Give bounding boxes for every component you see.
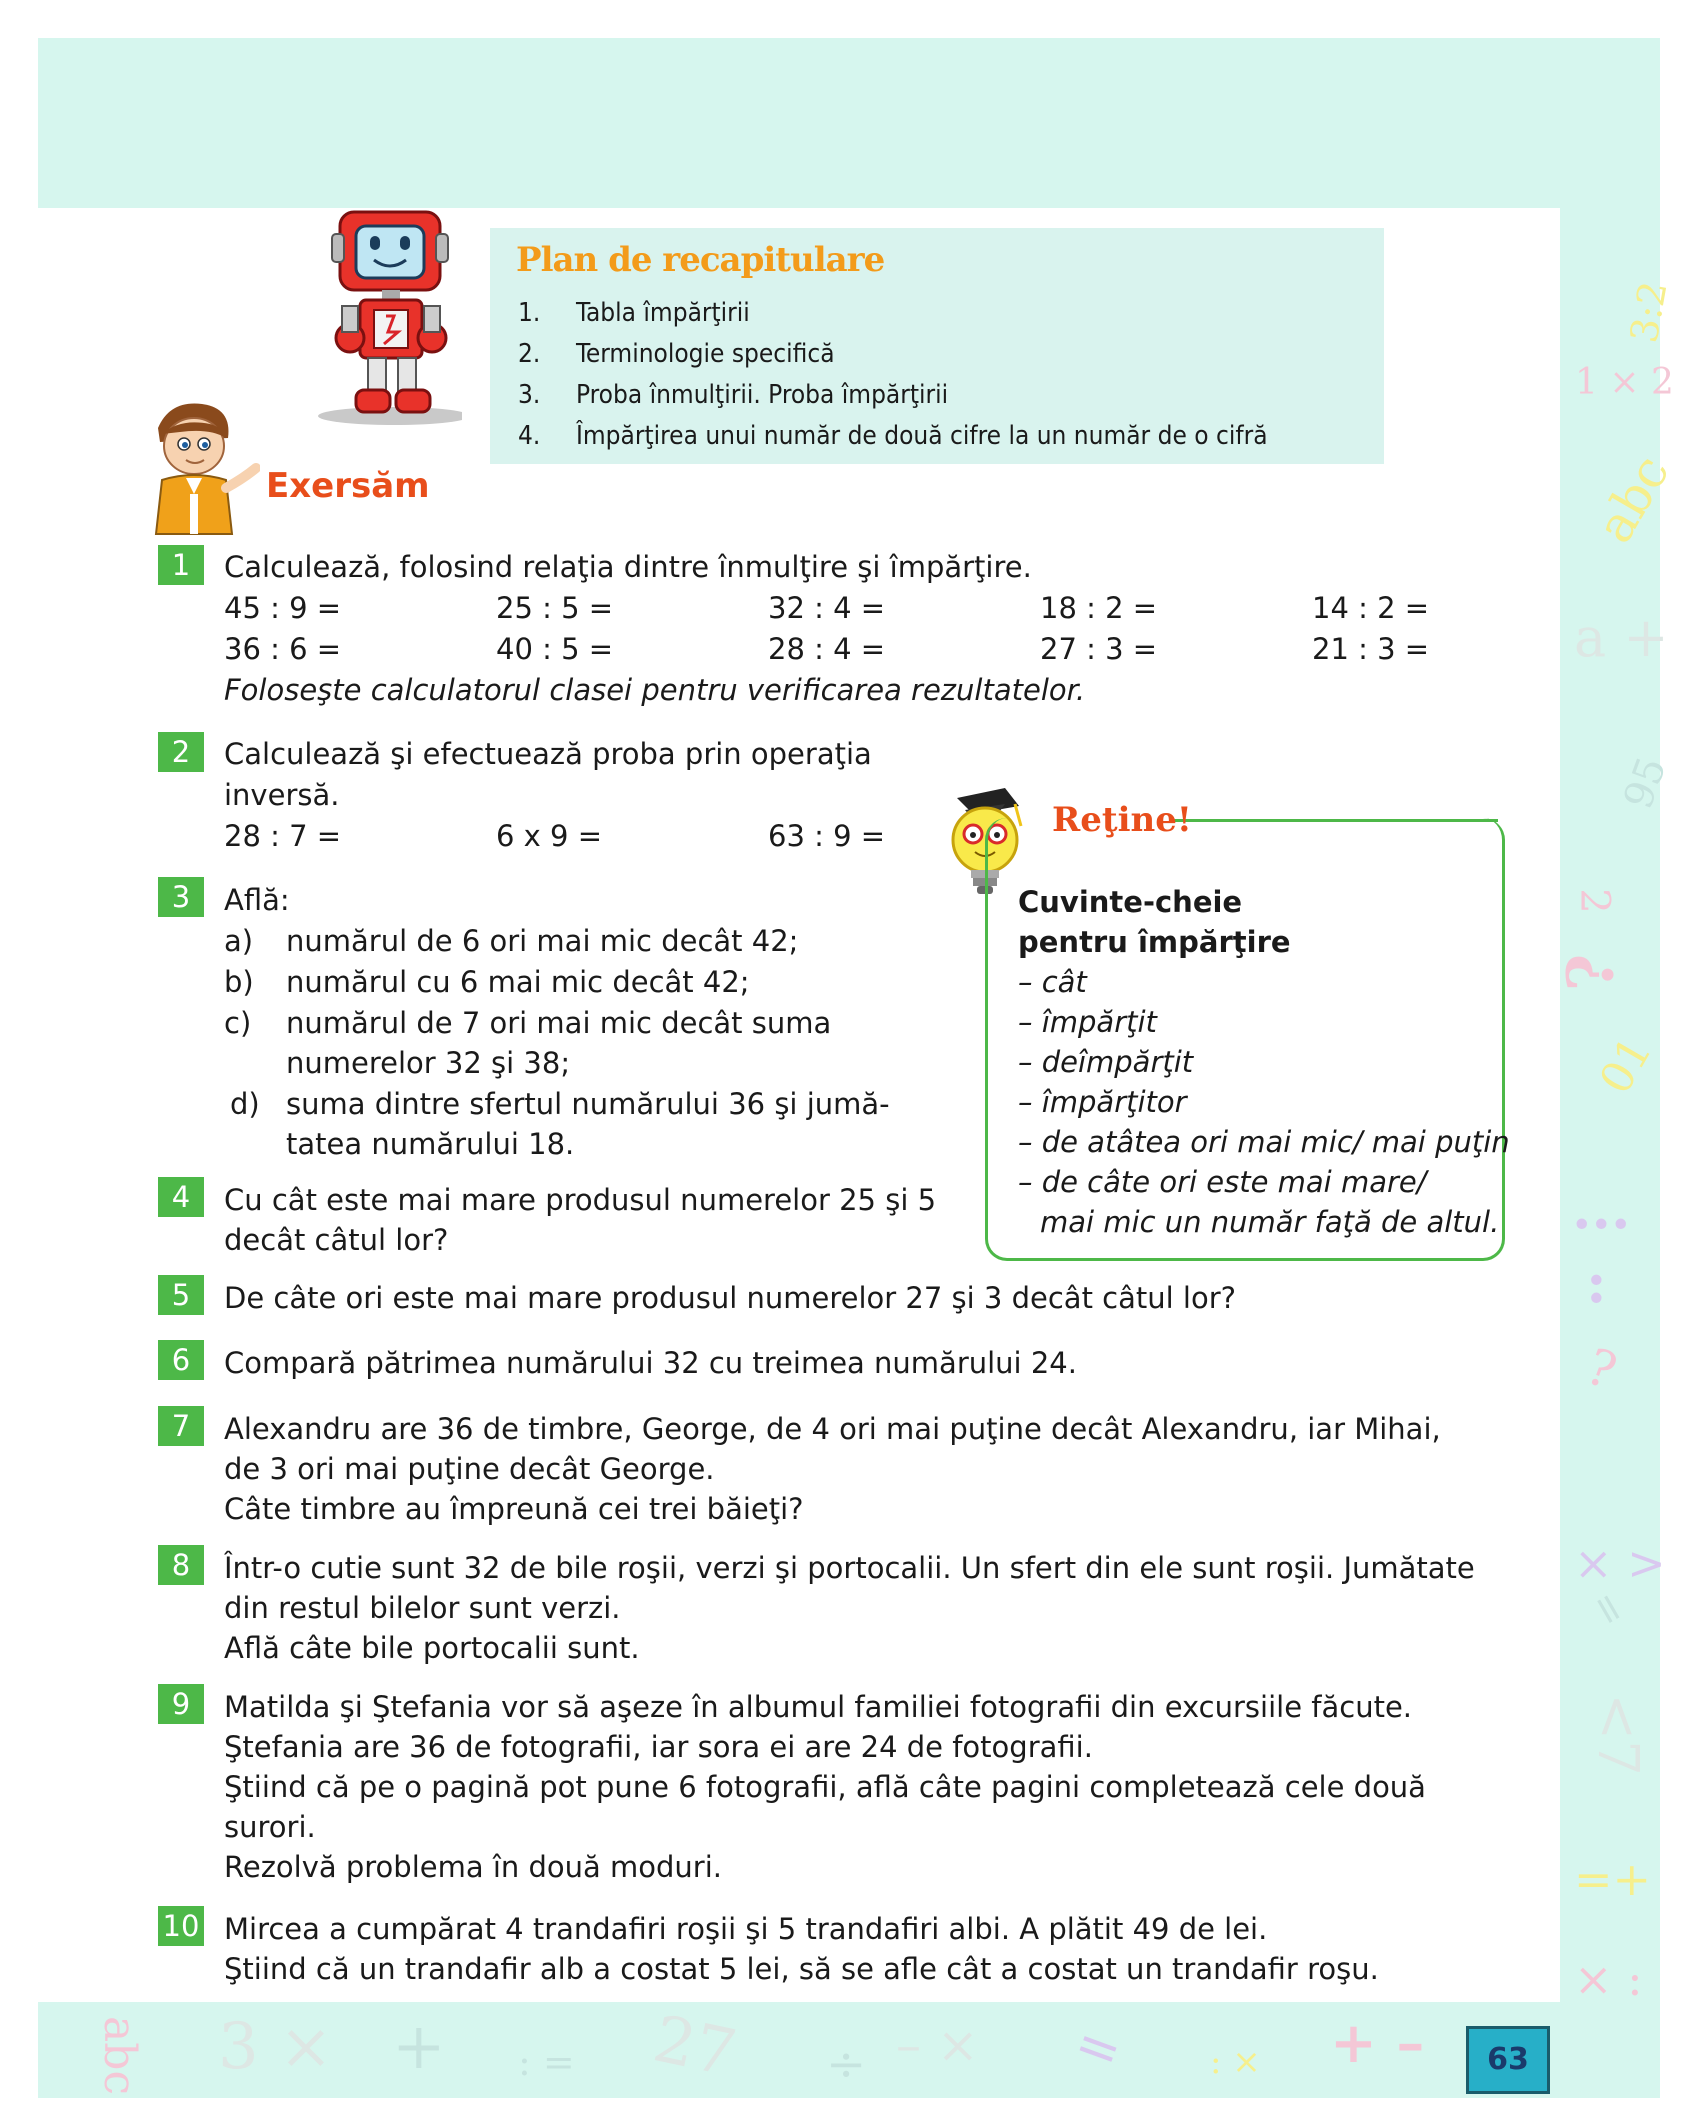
exercise-9-line: Rezolvă problema în două moduri. — [224, 1850, 722, 1884]
exercise-1-item: 21 : 3 = — [1312, 632, 1430, 666]
exercise-1-item: 32 : 4 = — [768, 591, 886, 625]
decor-right-6: ? — [1553, 953, 1629, 992]
review-plan-item-number: 1. — [518, 298, 541, 328]
decor-right-3: a + — [1574, 606, 1669, 669]
exercise-1-note: Foloseşte calculatorul clasei pentru verificarea rezultatelor. — [224, 673, 1086, 707]
exercise-3-item: numerelor 32 şi 38; — [286, 1046, 571, 1080]
exercise-3-item: numărul de 6 ori mai mic decât 42; — [286, 924, 799, 958]
decor-right-9: : — [1586, 1250, 1607, 1316]
decor-right-14: =+ — [1574, 1852, 1652, 1906]
exercise-8-line: din restul bilelor sunt verzi. — [224, 1591, 621, 1625]
top-band — [38, 38, 1660, 208]
robot-illustration — [312, 208, 462, 426]
remember-item: – împărţit — [1018, 1005, 1157, 1039]
decor-right-5: 2 — [1571, 888, 1618, 914]
exercise-1-item: 36 : 6 = — [224, 632, 342, 666]
exercise-2-line: inversă. — [224, 778, 340, 812]
decor-right-11: × > — [1574, 1536, 1666, 1590]
exercise-6-text: Compară pătrimea numărului 32 cu treimea numărului 24. — [224, 1346, 1077, 1380]
exercise-2-item: 28 : 7 = — [224, 819, 342, 853]
decor-right-10: ? — [1578, 1337, 1624, 1401]
remember-item: – deîmpărţit — [1018, 1045, 1194, 1079]
exercise-number: 6 — [158, 1340, 204, 1380]
exercise-4-line: decât câtul lor? — [224, 1223, 449, 1257]
exercise-3-letter: c) — [224, 1006, 252, 1040]
exercise-number: 10 — [158, 1906, 204, 1946]
decor-right-7: 01 — [1589, 1028, 1663, 1103]
exercise-number: 2 — [158, 732, 204, 772]
exercise-number: 4 — [158, 1177, 204, 1217]
exercise-3-letter: d) — [230, 1087, 260, 1121]
decor-bottom-7: = — [1066, 2010, 1131, 2085]
decor-right-4: 95 — [1615, 751, 1676, 815]
remember-item: – împărţitor — [1018, 1085, 1187, 1119]
review-plan-item — [518, 339, 835, 369]
decor-bottom-6: – × — [896, 2016, 979, 2074]
exercise-number: 5 — [158, 1275, 204, 1315]
exercise-1-item: 27 : 3 = — [1040, 632, 1158, 666]
exercise-3-letter: b) — [224, 965, 254, 999]
review-plan-item-number: 4. — [518, 421, 541, 451]
exercise-3-item: numărul de 7 ori mai mic decât suma — [286, 1006, 832, 1040]
exercise-1-item: 28 : 4 = — [768, 632, 886, 666]
remember-box-top-line — [1172, 819, 1498, 822]
exercise-3-item: numărul cu 6 mai mic decât 42; — [286, 965, 750, 999]
decor-bottom-9: + – — [1330, 2010, 1425, 2076]
exercise-3-item: suma dintre sfertul numărului 36 şi jumă- — [286, 1087, 890, 1121]
decor-right-15: × : — [1574, 1952, 1643, 2006]
review-plan-title: Plan de recapitulare — [516, 240, 885, 280]
boy-illustration — [140, 398, 260, 538]
exercise-2-item: 63 : 9 = — [768, 819, 886, 853]
exercise-4-line: Cu cât este mai mare produsul numerelor 25 şi 5 — [224, 1183, 937, 1217]
exercise-8-line: Într-o cutie sunt 32 de bile roşii, verzi şi portocalii. Un sfert din ele sunt roşii. Jumătate — [224, 1551, 1475, 1585]
exercise-number: 8 — [158, 1545, 204, 1585]
decor-right-0: 1 × 2 — [1575, 362, 1674, 403]
decor-bottom-2: + — [392, 2010, 446, 2084]
remember-item: – de câte ori este mai mare/ — [1018, 1165, 1427, 1199]
review-plan-item-label: Proba înmulţirii. Proba împărţirii — [576, 380, 949, 410]
exercise-number: 9 — [158, 1684, 204, 1724]
review-plan-item-number: 2. — [518, 339, 541, 369]
decor-right-1: 3:2 — [1621, 278, 1676, 346]
exercise-10-line: Ştiind că un trandafir alb a costat 5 lei, să se afle cât a costat un trandafir roşu. — [224, 1952, 1379, 1986]
exercise-7-line: Câte timbre au împreună cei trei băieţi? — [224, 1492, 804, 1526]
exercise-9-line: surori. — [224, 1810, 316, 1844]
exercise-1-text: Calculează, folosind relaţia dintre înmulţire şi împărţire. — [224, 550, 1032, 584]
exercise-9-line: Ştiind că pe o pagină pot pune 6 fotografii, află câte pagini completează cele două — [224, 1770, 1426, 1804]
remember-item: – de atâtea ori mai mic/ mai puţin — [1018, 1125, 1510, 1159]
review-plan-item — [518, 421, 1268, 451]
remember-item: mai mic un număr faţă de altul. — [1040, 1205, 1500, 1239]
decor-bottom-1: 3 × — [218, 2010, 333, 2084]
exercise-1-item: 45 : 9 = — [224, 591, 342, 625]
review-plan-item-label: Terminologie specifică — [576, 339, 835, 369]
exercise-7-line: Alexandru are 36 de timbre, George, de 4 ori mai puţine decât Alexandru, iar Mihai, — [224, 1412, 1441, 1446]
exercise-9-line: Matilda şi Ştefania vor să aşeze în albumul familiei fotografii din excursiile făcute. — [224, 1690, 1413, 1724]
exercise-1-item: 14 : 2 = — [1312, 591, 1430, 625]
exercise-3-letter: a) — [224, 924, 254, 958]
review-plan-item — [518, 380, 948, 410]
exercise-number: 7 — [158, 1406, 204, 1446]
exercise-7-line: de 3 ori mai puţine decât George. — [224, 1452, 715, 1486]
page-number: 63 — [1466, 2026, 1550, 2094]
exercise-3-text: Află: — [224, 883, 290, 917]
remember-title: Reţine! — [1052, 800, 1192, 840]
exercise-5-text: De câte ori este mai mare produsul numerelor 27 şi 3 decât câtul lor? — [224, 1281, 1237, 1315]
decor-bottom-0: abc — [94, 2015, 146, 2096]
exercise-number: 3 — [158, 877, 204, 917]
decor-bottom-4: 27 — [647, 2002, 743, 2092]
section-title: Exersăm — [266, 466, 430, 506]
remember-item: – cât — [1018, 965, 1087, 999]
exercise-3-item: tatea numărului 18. — [286, 1127, 575, 1161]
exercise-2-item: 6 x 9 = — [496, 819, 603, 853]
exercise-1-item: 40 : 5 = — [496, 632, 614, 666]
remember-heading: pentru împărţire — [1018, 925, 1291, 959]
exercise-9-line: Ştefania are 36 de fotografii, iar sora ei are 24 de fotografii. — [224, 1730, 1093, 1764]
decor-right-8: ... — [1572, 1176, 1631, 1242]
decor-right-2: abc — [1585, 445, 1681, 553]
decor-bottom-3: : = — [518, 2040, 575, 2084]
review-plan-item — [518, 298, 750, 328]
exercise-10-line: Mircea a cumpărat 4 trandafiri roşii şi 5 trandafiri albi. A plătit 49 de lei. — [224, 1912, 1268, 1946]
exercise-number: 1 — [158, 545, 204, 585]
exercise-1-item: 18 : 2 = — [1040, 591, 1158, 625]
exercise-1-item: 25 : 5 = — [496, 591, 614, 625]
decor-bottom-5: ÷ — [826, 2036, 867, 2092]
decor-right-12: = — [1580, 1582, 1638, 1636]
decor-bottom-8: : × — [1210, 2042, 1261, 2082]
review-plan-item-label: Tabla împărţirii — [576, 298, 750, 328]
decor-right-13: <7 — [1584, 1693, 1650, 1776]
review-plan-item-label: Împărţirea unui număr de două cifre la un număr de o cifră — [576, 421, 1268, 451]
exercise-2-line: Calculează şi efectuează proba prin operaţia — [224, 737, 872, 771]
exercise-8-line: Află câte bile portocalii sunt. — [224, 1631, 640, 1665]
review-plan-item-number: 3. — [518, 380, 541, 410]
remember-heading: Cuvinte-cheie — [1018, 885, 1243, 919]
